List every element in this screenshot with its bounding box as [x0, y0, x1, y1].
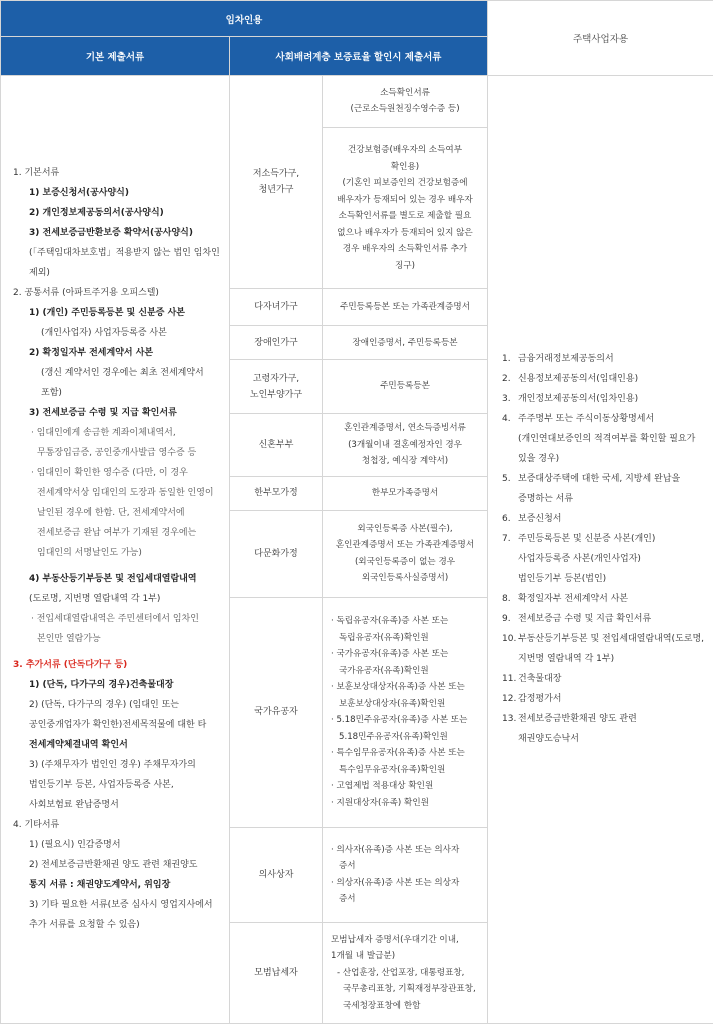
list-item: 2) (단독, 다가구의 경우) (임대인 또는	[29, 700, 179, 711]
doc-single-parent: 한부모가족증명서	[323, 476, 488, 510]
business-item-text: 보증대상주택에 대한 국세, 지방세 완납을	[518, 474, 681, 485]
list-item: 공인중개업자가 확인한)전세목적물에 대한 타	[29, 720, 207, 731]
basic-section-4	[13, 815, 229, 935]
list-item: 3) 전세보증금 수령 및 지급 확인서류	[29, 408, 177, 419]
list-note: 무통장입금증, 공인중개사발급 영수증 등	[37, 448, 197, 459]
business-item-text: 전세보증금 수령 및 지급 확인서류	[518, 614, 652, 625]
business-list-item	[502, 389, 713, 409]
business-item-number: 8.	[502, 594, 511, 605]
business-item-number: 4.	[502, 414, 511, 425]
business-list-item	[502, 509, 713, 529]
business-list-item	[502, 469, 713, 489]
list-item: (도로명, 지번명 열람내역 각 1부)	[29, 594, 161, 605]
business-list-item	[502, 609, 713, 629]
list-note: · 임대인이 확인한 영수증 (다만, 이 경우	[31, 468, 188, 479]
header-discount-docs: 사회배려계층 보증료율 할인시 제출서류	[230, 37, 488, 75]
header-basic-docs: 기본 제출서류	[1, 37, 230, 75]
business-item-text: (개인연대보증인의 적격여부를 확인할 필요가	[518, 434, 696, 445]
list-item: 사회보험료 완납증명서	[29, 800, 119, 811]
list-note: 날인된 경우에 한함. 단, 전세계약서에	[37, 508, 185, 519]
section-title: 2. 공통서류 (아파트주거용 오피스텔)	[13, 288, 159, 299]
list-item: 4) 부동산등기부등본 및 전입세대열람내역	[29, 574, 197, 585]
business-list-item	[502, 629, 713, 649]
business-list-item	[502, 549, 713, 569]
business-list-item	[502, 729, 713, 749]
business-item-text: 주민등록등본 및 신분증 사본(개인)	[518, 534, 656, 545]
list-item: 1) 보증신청서(공사양식)	[29, 188, 129, 199]
basic-section-3	[13, 655, 229, 815]
business-item-text: 주주명부 또는 주식이동상황명세서	[518, 414, 655, 425]
list-item: 1) (단독, 다가구의 경우)건축물대장	[29, 680, 174, 691]
business-item-text: 건축물대장	[518, 674, 562, 685]
category-elderly: 고령자가구, 노인부양가구	[230, 360, 323, 414]
list-item: 추가 서류를 요청할 수 있음)	[29, 920, 140, 931]
doc-righteous: · 의사자(유족)증 사본 또는 의사자 증서 · 의상자(유족)증 사본 또는 의상자 증서	[323, 828, 488, 923]
business-item-text: 채권양도승낙서	[518, 734, 579, 745]
list-item: 3) 기타 필요한 서류(보증 심사시 영업지사에서	[29, 900, 213, 911]
list-item: 1) (필요시) 인감증명서	[29, 840, 121, 851]
basic-docs-cell	[1, 75, 230, 1023]
list-item: 전세계약체결내역 확인서	[29, 740, 128, 751]
list-item: 법인등기부 등본, 사업자등록증 사본,	[29, 780, 174, 791]
category-multi-child: 다자녀가구	[230, 288, 323, 325]
category-national-merit: 국가유공자	[230, 597, 323, 827]
business-list-item	[502, 369, 713, 389]
business-item-text: 전세보증금반환채권 양도 관련	[518, 714, 637, 725]
housing-business-docs-cell	[488, 75, 713, 1023]
business-item-text: 부동산등기부등본 및 전입세대열람내역(도로명,	[518, 634, 705, 645]
list-note: 제외)	[29, 268, 50, 279]
business-item-text: 보증신청서	[518, 514, 562, 525]
business-list-item	[502, 569, 713, 589]
business-item-text: 신용정보제공동의서(임대인용)	[518, 374, 639, 385]
business-item-text: 감정평가서	[518, 694, 562, 705]
header-housing-business: 주택사업자용	[488, 1, 713, 76]
business-list-item	[502, 489, 713, 509]
business-list-item	[502, 649, 713, 669]
doc-elderly: 주민등록등본	[323, 360, 488, 414]
business-list-item	[502, 669, 713, 689]
doc-model-taxpayer: 모범납세자 증명서(우대기간 이내, 1개월 내 발급분) - 산업훈장, 산업포장, 대통령표창, 국무총리표창, 기획재정부장관표창, 국세청장표창에 한함	[323, 922, 488, 1023]
header-lease: 임차인용	[1, 1, 488, 37]
business-item-text: 확정일자부 전세계약서 사본	[518, 594, 629, 605]
doc-newlywed: 혼인관계증명서, 연소득증빙서류 (3개월이내 결혼예정자인 경우 청첩장, 예식장 계약서)	[323, 413, 488, 476]
doc-health-insurance: 건강보험증(배우자의 소득여부 확인용) (기혼인 피보증인의 건강보험증에 배우자가 등재되어 있는 경우 배우자 소득확인서류를 별도로 제출할 필요 없으나 배우자가 등재되어 있지 않은 경우 배우자의 소득확인서류 추가 징구)	[323, 128, 488, 289]
business-item-number: 7.	[502, 534, 511, 545]
list-item: (개인사업자) 사업자등록증 사본	[41, 328, 167, 339]
doc-multicultural: 외국인등록증 사본(필수), 혼인관계증명서 또는 가족관계증명서 (외국인등록증이 없는 경우 외국인등록사실증명서)	[323, 510, 488, 597]
business-list-item	[502, 429, 713, 449]
business-item-text: 사업자등록증 사본(개인사업자)	[518, 554, 641, 565]
business-item-text: 금융거래정보제공동의서	[518, 354, 614, 365]
category-multicultural: 다문화가정	[230, 510, 323, 597]
business-item-number: 1.	[502, 354, 511, 365]
section-title: 4. 기타서류	[13, 820, 60, 831]
list-note: 전세계약서상 임대인의 도장과 동일한 인영이	[37, 488, 214, 499]
business-item-number: 11.	[502, 674, 517, 685]
list-item: 3) (주채무자가 법인인 경우) 주채무자가의	[29, 760, 196, 771]
business-item-text: 개인정보제공동의서(임차인용)	[518, 394, 639, 405]
list-item: 2) 개인정보제공동의서(공사양식)	[29, 208, 164, 219]
business-item-text: 법인등기부 등본(법인)	[518, 574, 607, 585]
doc-national-merit: · 독립유공자(유족)증 사본 또는 독립유공자(유족)확인원 · 국가유공자(유족)증 사본 또는 국가유공자(유족)확인원 · 보훈보상대상자(유족)증 사본 또는 보훈보상대상자(유족)확인원 · 5.18민주유공자(유족)증 사본 또는 5.18민주유공자(유족)확인원 · 특수임무유공자(유족)증 사본 또는 특수임무유공자(유족)확인원 · 고엽제법 적용대상 확인원 · 지원대상자(유족) 확인원	[323, 597, 488, 827]
basic-section-1	[13, 163, 229, 283]
list-note: (「주택임대차보호법」적용받지 않는 법인 임차인	[29, 248, 220, 259]
business-list-item	[502, 589, 713, 609]
business-item-text: 있을 경우)	[518, 454, 560, 465]
list-item: 통지 서류 : 채권양도계약서, 위임장	[29, 880, 171, 891]
business-list-item	[502, 349, 713, 369]
business-list-item	[502, 529, 713, 549]
list-note: 전세보증금 완납 여부가 기재된 경우에는	[37, 528, 197, 539]
list-note: · 임대인에게 송금한 계좌이체내역서,	[31, 428, 176, 439]
business-item-number: 6.	[502, 514, 511, 525]
business-item-text: 지번명 열람내역 각 1부)	[518, 654, 615, 665]
business-list-item	[502, 689, 713, 709]
category-righteous: 의사상자	[230, 828, 323, 923]
business-item-number: 10.	[502, 634, 517, 645]
list-note: · 전입세대열람내역은 주민센터에서 임차인	[31, 614, 199, 625]
doc-income-proof: 소득확인서류 (근로소득원천징수영수증 등)	[323, 75, 488, 128]
section-title: 3. 추가서류 (단독다가구 등)	[13, 660, 128, 671]
list-item: 2) 전세보증금반환채권 양도 관련 채권양도	[29, 860, 198, 871]
category-newlywed: 신혼부부	[230, 413, 323, 476]
business-list-item	[502, 709, 713, 729]
business-list-item	[502, 449, 713, 469]
category-disabled: 장애인가구	[230, 326, 323, 360]
list-note: 포함)	[41, 388, 62, 399]
business-item-number: 3.	[502, 394, 511, 405]
business-item-text: 증명하는 서류	[518, 494, 574, 505]
doc-disabled: 장애인증명서, 주민등록등본	[323, 326, 488, 360]
business-item-number: 9.	[502, 614, 511, 625]
list-note: (갱신 계약서인 경우에는 최초 전세계약서	[41, 368, 204, 379]
business-item-number: 5.	[502, 474, 511, 485]
business-docs-list	[502, 349, 713, 749]
list-item: 2) 확정일자부 전세계약서 사본	[29, 348, 154, 359]
list-item: 3) 전세보증금반환보증 확약서(공사양식)	[29, 228, 193, 239]
doc-multi-child: 주민등록등본 또는 가족관계증명서	[323, 288, 488, 325]
section-title: 1. 기본서류	[13, 168, 60, 179]
category-single-parent: 한부모가정	[230, 476, 323, 510]
business-list-item	[502, 409, 713, 429]
basic-section-2	[13, 283, 229, 649]
list-item: 1) (개인) 주민등록등본 및 신분증 사본	[29, 308, 185, 319]
list-note: 본인만 열람가능	[37, 634, 101, 645]
business-item-number: 13.	[502, 714, 517, 725]
category-model-taxpayer: 모범납세자	[230, 922, 323, 1023]
business-item-number: 2.	[502, 374, 511, 385]
business-item-number: 12.	[502, 694, 517, 705]
list-note: 임대인의 서명날인도 가능)	[37, 548, 142, 559]
category-low-income: 저소득가구, 청년가구	[230, 75, 323, 288]
